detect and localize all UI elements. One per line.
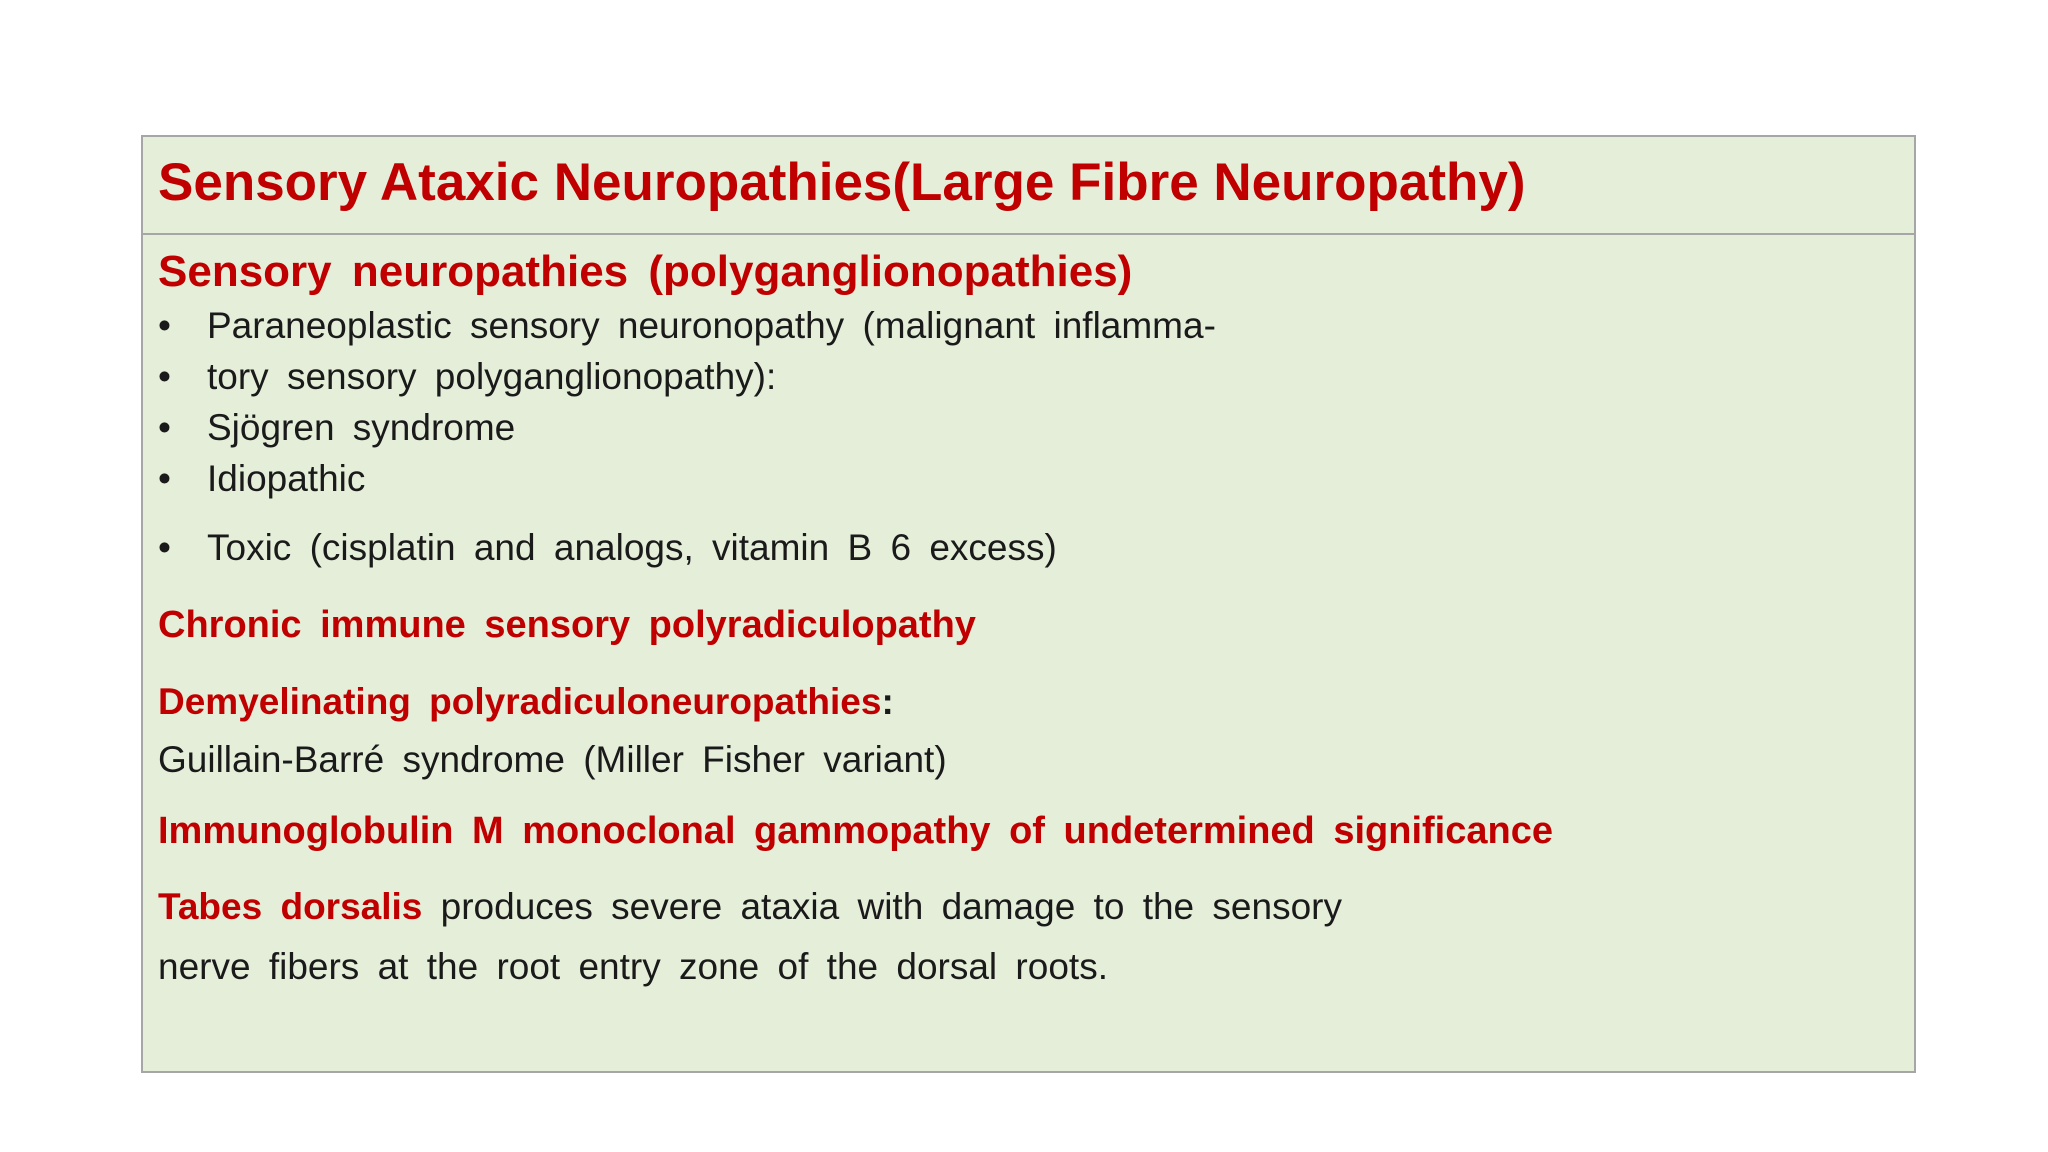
bullet-text: Sjögren syndrome [207, 407, 516, 448]
bullet-text: Toxic (cisplatin and analogs, vitamin B 6 excess) [207, 527, 1057, 568]
heading-igm-mgus: Immunoglobulin M monoclonal gammopathy of undetermined significance [158, 810, 1553, 852]
list-item [158, 305, 1216, 347]
tabes-term: Tabes dorsalis [158, 886, 423, 927]
heading-chronic-immune: Chronic immune sensory polyradiculopathy [158, 604, 976, 646]
bullet-text: tory sensory polyganglionopathy): [207, 356, 777, 397]
slide-title: Sensory Ataxic Neuropathies(Large Fibre Neuropathy) [158, 153, 1526, 212]
tabes-text: produces severe ataxia with damage to the sensory [422, 886, 1342, 927]
bullet-icon: • [158, 458, 171, 499]
bullet-icon: • [158, 407, 171, 448]
section-heading-sensory-neuropathies: Sensory neuropathies (polyganglionopathies) [158, 247, 1133, 296]
title-bar [143, 137, 1914, 235]
demyelinating-colon: : [881, 681, 894, 722]
bullet-text: Paraneoplastic sensory neuronopathy (malignant inflamma- [207, 305, 1216, 346]
list-item [158, 407, 515, 449]
list-item [158, 356, 776, 398]
tabes-line-1 [158, 886, 1342, 928]
guillain-barre-line: Guillain-Barré syndrome (Miller Fisher variant) [158, 739, 947, 780]
bullet-icon: • [158, 527, 171, 568]
bullet-text: Idiopathic [207, 458, 366, 499]
heading-demyelinating [158, 681, 894, 723]
content-box [141, 135, 1916, 1073]
list-item [158, 458, 365, 500]
list-item [158, 527, 1057, 569]
bullet-icon: • [158, 356, 171, 397]
tabes-line-2: nerve fibers at the root entry zone of the dorsal roots. [158, 946, 1108, 987]
demyelinating-term: Demyelinating polyradiculoneuropathies [158, 681, 882, 722]
bullet-icon: • [158, 305, 171, 346]
